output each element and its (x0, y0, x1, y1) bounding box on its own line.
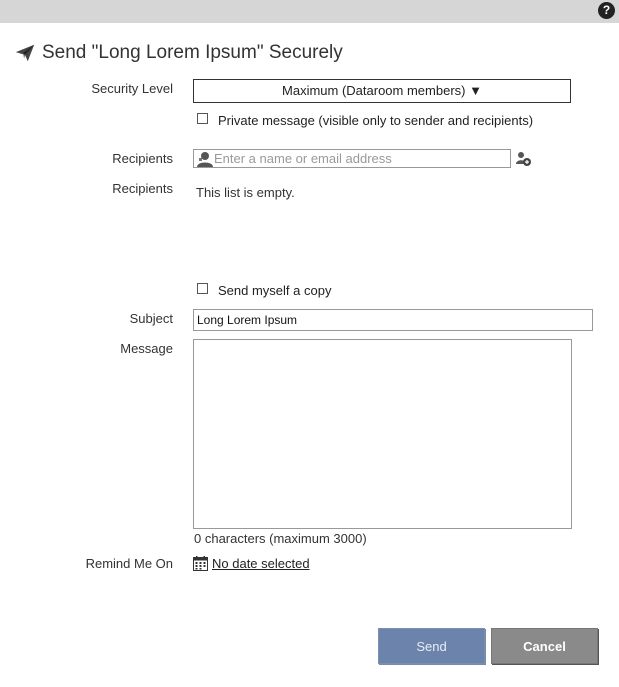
security-level-label: Security Level (91, 81, 173, 96)
dialog-title-text: Send "Long Lorem Ipsum" Securely (42, 42, 343, 63)
send-copy-checkbox[interactable] (197, 283, 208, 294)
add-person-icon[interactable] (516, 151, 531, 166)
calendar-icon[interactable] (193, 556, 208, 571)
cancel-button[interactable]: Cancel (491, 628, 598, 664)
message-textarea[interactable] (193, 339, 572, 529)
subject-label: Subject (129, 311, 173, 326)
message-label: Message (120, 341, 173, 356)
recipients-input-label: Recipients (112, 151, 173, 166)
help-icon[interactable]: ? (598, 2, 615, 19)
recipients-input[interactable] (214, 150, 506, 167)
recipients-list-label: Recipients (112, 181, 173, 196)
send-button[interactable]: Send (378, 628, 485, 664)
dialog-title (14, 40, 343, 66)
recipients-field[interactable] (193, 149, 511, 168)
remind-date-link[interactable]: No date selected (212, 556, 310, 571)
private-message-label: Private message (visible only to sender and recipients) (218, 113, 534, 128)
paper-plane-icon (14, 42, 36, 64)
recipients-empty-text: This list is empty. (196, 185, 295, 200)
send-copy-label: Send myself a copy (218, 283, 332, 298)
character-count: 0 characters (maximum 3000) (194, 531, 367, 546)
remind-label: Remind Me On (85, 556, 173, 571)
security-level-select[interactable]: Maximum (Dataroom members) ▼ (193, 79, 571, 103)
dialog-top-bar (0, 0, 619, 23)
private-message-checkbox[interactable] (197, 113, 208, 124)
subject-input[interactable] (193, 309, 593, 331)
person-icon (196, 151, 213, 167)
